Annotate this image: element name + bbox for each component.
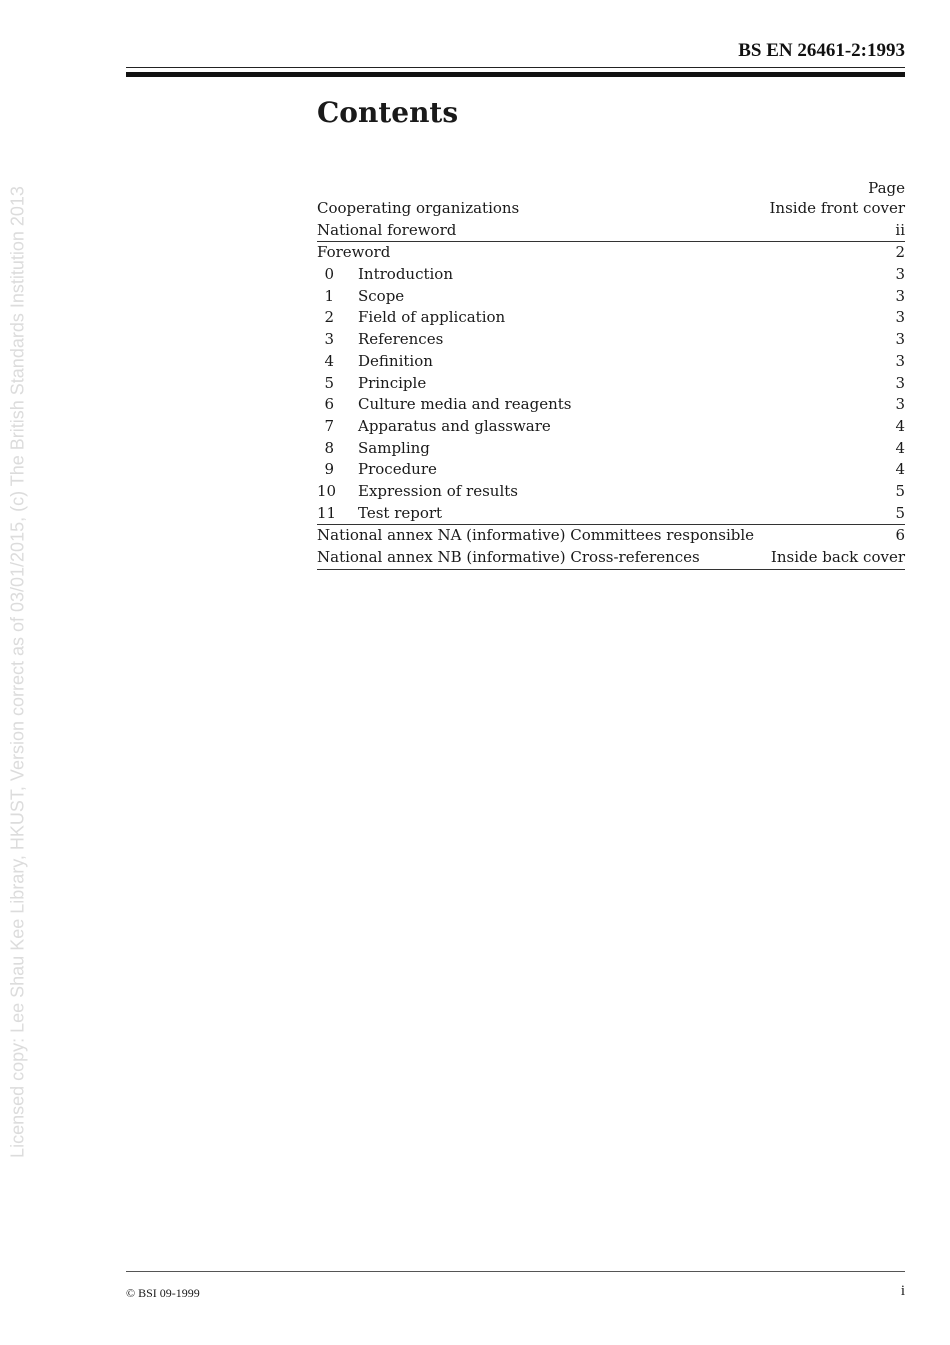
toc-entry-label: Expression of results (358, 481, 518, 500)
toc-entry[interactable] (317, 525, 905, 547)
clause-number: 11 (317, 503, 337, 522)
toc-entry[interactable] (317, 394, 905, 416)
table-of-contents (317, 178, 905, 570)
toc-entry[interactable] (317, 373, 905, 395)
page-column-heading: Page (868, 179, 905, 197)
clause-number: 3 (324, 330, 334, 349)
clause-number: 0 (324, 265, 334, 284)
toc-entry-page: ii (895, 220, 905, 239)
toc-entry-page: 5 (895, 503, 905, 522)
toc-entry[interactable] (317, 503, 905, 526)
header-rule-thick (126, 72, 905, 77)
toc-entry-page: 3 (895, 330, 905, 349)
document-id: BS EN 26461-2:1993 (738, 40, 905, 61)
toc-entry-page: 3 (895, 395, 905, 414)
toc-entry[interactable] (317, 481, 905, 503)
toc-entry-page: 5 (895, 481, 905, 500)
header-rule-thin (126, 67, 905, 68)
toc-entry[interactable] (317, 547, 905, 570)
clause-number: 4 (324, 351, 334, 370)
toc-entry-label: Apparatus and glassware (358, 416, 551, 435)
toc-entry-label: Principle (358, 373, 427, 392)
toc-entry-page: 3 (895, 286, 905, 305)
toc-entry-label: Procedure (358, 460, 437, 479)
clause-number: 9 (324, 460, 334, 479)
toc-entry-page: 4 (895, 460, 905, 479)
clause-number: 6 (324, 395, 334, 414)
toc-entry-page: 6 (895, 526, 905, 545)
toc-entry[interactable] (317, 220, 905, 243)
toc-entry[interactable] (317, 438, 905, 460)
toc-entry[interactable] (317, 307, 905, 329)
clause-number: 1 (324, 286, 334, 305)
license-watermark: Licensed copy: Lee Shau Kee Library, HKUST, Version correct as of 03/01/2015, (c) The British Standards Institution 2013 (7, 186, 28, 1158)
toc-entry-page: 3 (895, 351, 905, 370)
toc-entry-label: References (358, 330, 444, 349)
toc-entry-page: 3 (895, 308, 905, 327)
toc-entry-label: Sampling (358, 438, 430, 457)
toc-entry-label: Field of application (358, 308, 506, 327)
toc-entry[interactable] (317, 198, 905, 220)
toc-entry-label: National annex NA (informative) Committees responsible (317, 526, 755, 545)
page-title: Contents (317, 96, 459, 129)
toc-entry-page: 4 (895, 416, 905, 435)
footer-rule (126, 1271, 905, 1272)
toc-entry-label: Foreword (317, 243, 391, 262)
footer-copyright: © BSI 09-1999 (126, 1286, 200, 1300)
toc-entry-label: Test report (358, 503, 443, 522)
toc-entry-page: 4 (895, 438, 905, 457)
toc-entry[interactable] (317, 416, 905, 438)
toc-entry[interactable] (317, 264, 905, 286)
toc-entry-label: Introduction (358, 265, 453, 284)
toc-entry-label: Culture media and reagents (358, 395, 572, 414)
toc-entry-label: National annex NB (informative) Cross-references (317, 548, 700, 566)
toc-entry-page: Inside front cover (769, 199, 905, 217)
toc-entry-label: Definition (358, 351, 433, 370)
toc-entry-label: Cooperating organizations (317, 199, 520, 217)
toc-entry-page: 3 (895, 265, 905, 284)
clause-number: 7 (324, 416, 334, 435)
toc-entry[interactable] (317, 351, 905, 373)
toc-entry[interactable] (317, 242, 905, 264)
toc-entry-label: National foreword (317, 220, 457, 239)
toc-entry-page: 2 (895, 243, 905, 262)
clause-number: 2 (324, 308, 334, 327)
clause-number: 8 (324, 438, 334, 457)
toc-entry-page: 3 (895, 373, 905, 392)
clause-number: 5 (324, 373, 334, 392)
clause-number: 10 (317, 481, 337, 500)
toc-entry-page: Inside back cover (770, 548, 905, 566)
toc-entry[interactable] (317, 329, 905, 351)
toc-entry[interactable] (317, 286, 905, 308)
toc-entry[interactable] (317, 459, 905, 481)
toc-entry-label: Scope (358, 286, 405, 305)
footer-page-number: i (900, 1283, 905, 1299)
